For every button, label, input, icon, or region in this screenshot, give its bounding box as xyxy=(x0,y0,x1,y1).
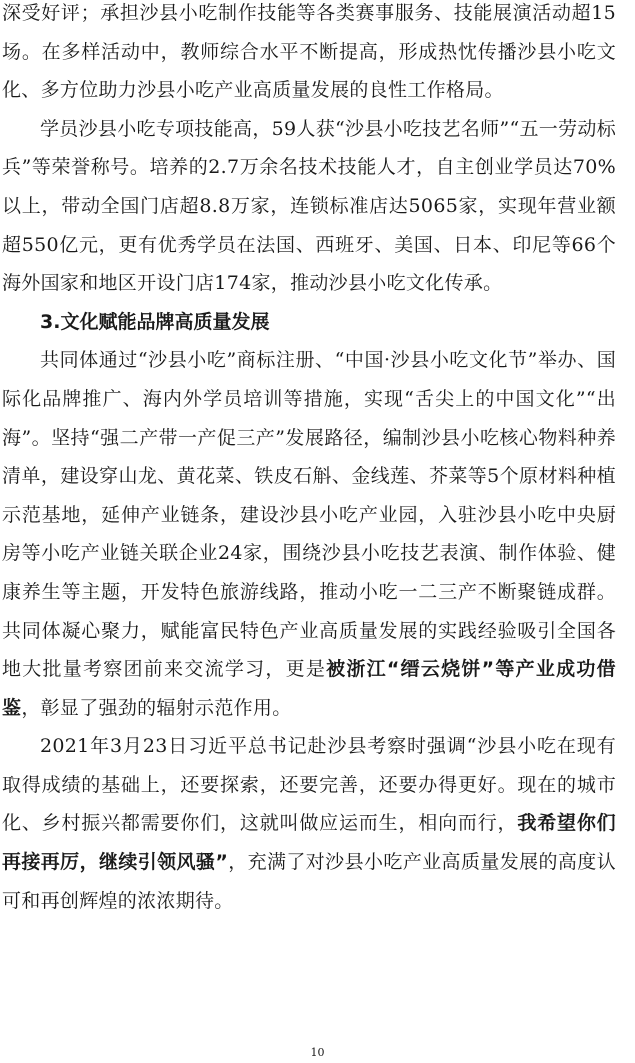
paragraph-continuation: 深受好评；承担沙县小吃制作技能等各类赛事服务、技能展演活动超15场。在多样活动中，教师综合水平不断提高，形成热忱传播沙县小吃文化、多方位助力沙县小吃产业高质量发展的良性工作格局。 xyxy=(2,2,616,102)
paragraph-culture-brand-end: ，彰显了强劲的辐射示范作用。 xyxy=(21,696,292,719)
document-body xyxy=(2,0,624,920)
paragraph-xi-visit-bold: 我希望你们再接再厉，继续引领风骚” xyxy=(2,812,616,874)
paragraph-culture-brand-bold: 被浙江“缙云烧饼”等产业成功借鉴 xyxy=(2,658,616,719)
paragraph-xi-visit xyxy=(2,727,624,920)
paragraph-xi-visit-text: 2021年3月23日习近平总书记赴沙县考察时强调“沙县小吃在现有取得成绩的基础上，还要探索，还要完善，还要办得更好。现在的城市化、乡村振兴都需要你们，这就叫做应运而生，相向而行， xyxy=(2,735,616,835)
page-number: 10 xyxy=(310,1046,325,1059)
section-heading-3: 3.文化赋能品牌高质量发展 xyxy=(40,310,270,333)
paragraph-culture-brand xyxy=(2,341,624,727)
paragraph-xi-visit-end: ，充满了对沙县小吃产业高质量发展的高度认可和再创辉煌的浓浓期待。 xyxy=(2,851,616,912)
paragraph-students: 学员沙县小吃专项技能高，59人获“沙县小吃技艺名师”“五一劳动标兵”等荣誉称号。培养的2.7万余名技术技能人才，自主创业学员达70%以上，带动全国门店超8.8万家，连锁标准店达5065家，实现年营业额超550亿元，更有优秀学员在法国、西班牙、美国、日本、印尼等66个海外国家和地区开设门店174家，推动沙县小吃文化传承。 xyxy=(2,117,616,295)
paragraph-culture-brand-text: 共同体通过“沙县小吃”商标注册、“中国·沙县小吃文化节”举办、国际化品牌推广、海内外学员培训等措施，实现“舌尖上的中国文化”“出海”。坚持“强二产带一产促三产”发展路径，编制沙县小吃核心物料种养清单，建设穿山龙、黄花菜、铁皮石斛、金线莲、芥菜等5个原材料种植示范基地，延伸产业链条，建设沙县小吃产业园，入驻沙县小吃中央厨房等小吃产业链关联企业24家，围绕沙县小吃技艺表演、制作体验、健康养生等主题，开发特色旅游线路，推动小吃一二三产不断聚链成群。共同体凝心聚力，赋能富民特色产业高质量发展的实践经验吸引全国各地大批量考察团前来交流学习，更是 xyxy=(2,349,616,681)
